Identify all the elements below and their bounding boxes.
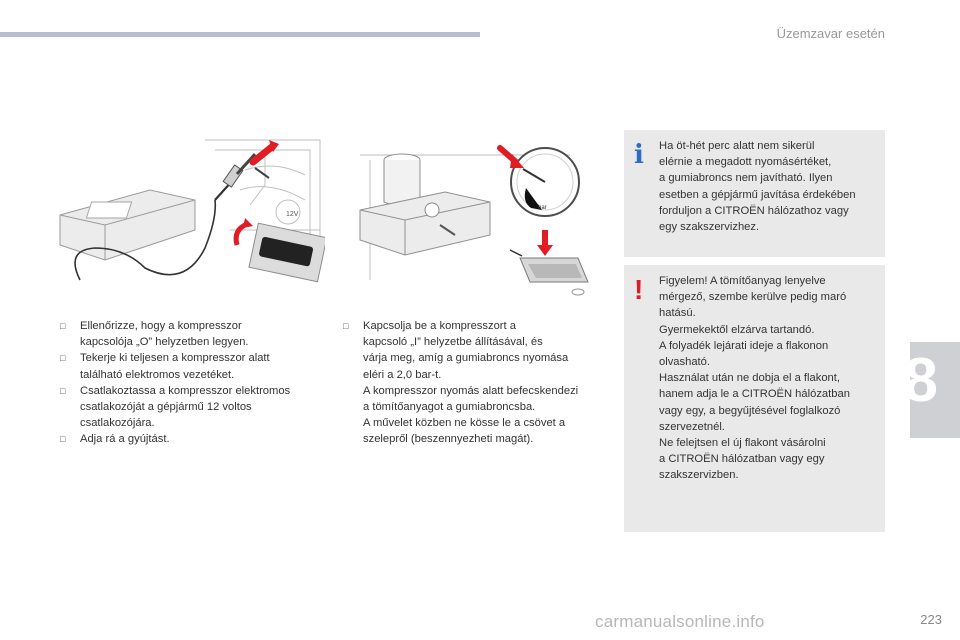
step-text-line: A kompresszor nyomás alatt befecskendezi [363,384,579,397]
step-item [60,431,320,447]
checkbox-bullet-icon: □ [60,434,66,445]
checkbox-bullet-icon: □ [343,321,349,331]
step-text-line: kapcsolója „O” helyzetben legyen. [80,336,249,349]
warning-text-line: A folyadék lejárati ideje a flakonon [659,339,829,352]
step-text-line: Kapcsolja be a kompresszort a [363,320,516,332]
info-text [659,138,881,235]
gauge-unit-label: bar [538,205,547,211]
step-item [60,350,320,382]
warning-text-line: vagy egy, a begyűjtésével foglalkozó [659,404,841,417]
info-text-line: egy szakszervizhez. [659,221,760,234]
step-text-line: Adja rá a gyújtást. [80,433,170,446]
step-text-line: kapcsoló „I” helyzetbe állításával, és [363,336,543,349]
page-number: 223 [920,612,942,627]
step-item [60,383,320,432]
step-text-line: Tekerje ki teljesen a kompresszor alatt [80,352,270,365]
checkbox-bullet-icon: □ [60,353,66,364]
warning-text-line: Gyermekektől elzárva tartandó. [659,323,815,336]
info-text-line: esetben a gépjármű javítása érdekében [659,188,856,201]
warning-text-line: szakszervizben. [659,469,739,482]
checkbox-bullet-icon: □ [60,321,66,331]
chapter-number: 8 [903,346,938,415]
info-text-line: Ha öt-hét perc alatt nem sikerül [659,140,815,152]
step-text-line: található elektromos vezetéket. [80,368,235,381]
info-text-line: elérnie a megadott nyomásértéket, [659,156,832,169]
checkbox-bullet-icon: □ [60,385,66,396]
step-text-line: a tömítőanyagot a gumiabroncsba. [363,401,536,414]
warning-icon: ! [634,274,644,305]
step-item [343,318,613,448]
compressor-gauge-illustration [340,130,600,300]
step-text-line: A művelet közben ne kösse le a csövet a [363,417,566,430]
warning-box [624,265,885,532]
step-text-line: szelepről (beszennyezheti magát). [363,433,534,446]
warning-text-line: mérgező, szembe kerülve pedig maró [659,291,847,304]
info-box [624,130,885,257]
warning-text-line: a CITROËN hálózatban vagy egy [659,453,825,466]
info-text-line: a gumiabroncs nem javítható. Ilyen [659,172,833,185]
warning-text-line: Használat után ne dobja el a flakont, [659,372,840,385]
step-item [60,318,320,350]
step-text-line: csatlakozójára. [80,417,155,430]
step-list-right [343,318,613,448]
step-list-left [60,318,320,448]
warning-text-line: hanem adja le a CITROËN hálózatban [659,388,850,401]
warning-text-line: szervezetnél. [659,420,725,433]
step-text-line: eléri a 2,0 bar-t. [363,368,442,381]
step-text-line: csatlakozóját a gépjármű 12 voltos [80,401,252,414]
step-text-line: Csatlakoztassa a kompresszor elektromos [80,384,291,397]
warning-text [659,273,881,484]
step-text-line: Ellenőrizze, hogy a kompresszor [80,320,242,332]
section-title: Üzemzavar esetén [776,26,885,41]
warning-text-line: Ne felejtsen el új flakont vásárolni [659,437,826,450]
info-icon: i [634,140,644,170]
step-text-line: várja meg, amíg a gumiabroncs nyomása [363,352,569,365]
socket-label: 12V [286,211,299,218]
warning-text-line: hatású. [659,307,696,320]
warning-text-line: Figyelem! A tömítőanyag lenyelve [659,275,826,287]
watermark: carmanualsonline.info [595,612,765,631]
compressor-socket-illustration [55,130,325,290]
warning-text-line: olvasható. [659,356,710,369]
header-accent-bar [0,32,480,37]
info-text-line: forduljon a CITROËN hálózathoz vagy [659,204,849,217]
